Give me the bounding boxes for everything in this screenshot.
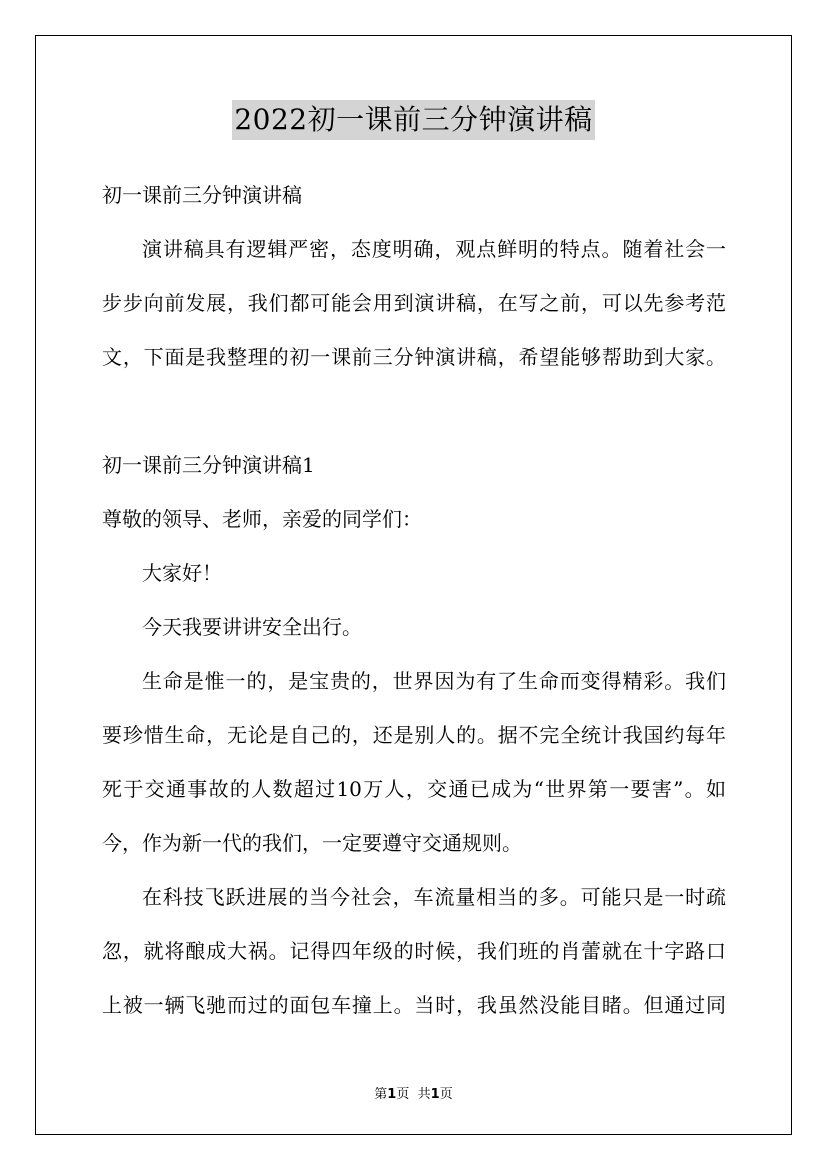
total-pages: 1 <box>430 1087 440 1102</box>
para1-line-1: 生命是惟一的，是宝贵的，世界因为有了生命而变得精彩。我们 <box>142 669 726 693</box>
document-title: 2022初一课前三分钟演讲稿 <box>232 100 594 140</box>
title-container <box>0 100 827 140</box>
para1-line-3: 死于交通事故的人数超过10万人，交通已成为“世界第一要害”。如 <box>102 777 726 801</box>
page-number: 1 <box>387 1087 397 1102</box>
intro-line-2: 步步向前发展，我们都可能会用到演讲稿，在写之前，可以先参考范 <box>102 291 726 315</box>
salutation: 尊敬的领导、老师，亲爱的同学们： <box>102 507 422 531</box>
intro-line-3: 文，下面是我整理的初一课前三分钟演讲稿，希望能够帮助到大家。 <box>102 345 726 369</box>
para2-line-2: 忽，就将酿成大祸。记得四年级的时候，我们班的肖蕾就在十字路口 <box>102 939 726 963</box>
intro-line-1: 演讲稿具有逻辑严密，态度明确，观点鲜明的特点。随着社会一 <box>142 237 726 261</box>
para1-line-2: 要珍惜生命，无论是自己的，还是别人的。据不完全统计我国约每年 <box>102 723 726 747</box>
page-prefix: 第 <box>374 1087 388 1102</box>
para2-line-1: 在科技飞跃进展的当今社会，车流量相当的多。可能只是一时疏 <box>142 885 726 909</box>
subtitle: 初一课前三分钟演讲稿 <box>102 183 302 207</box>
section-heading: 初一课前三分钟演讲稿1 <box>102 453 315 477</box>
total-suffix: 页 <box>439 1087 453 1102</box>
page-suffix: 页 <box>396 1087 410 1102</box>
para1-line-4: 今，作为新一代的我们，一定要遵守交通规则。 <box>102 831 522 855</box>
topic-line: 今天我要讲讲安全出行。 <box>142 615 362 639</box>
total-prefix: 共 <box>417 1087 431 1102</box>
greeting: 大家好！ <box>142 561 222 585</box>
para2-line-3: 上被一辆飞驰而过的面包车撞上。当时，我虽然没能目睹。但通过同 <box>102 993 726 1017</box>
page-footer <box>0 1083 827 1102</box>
